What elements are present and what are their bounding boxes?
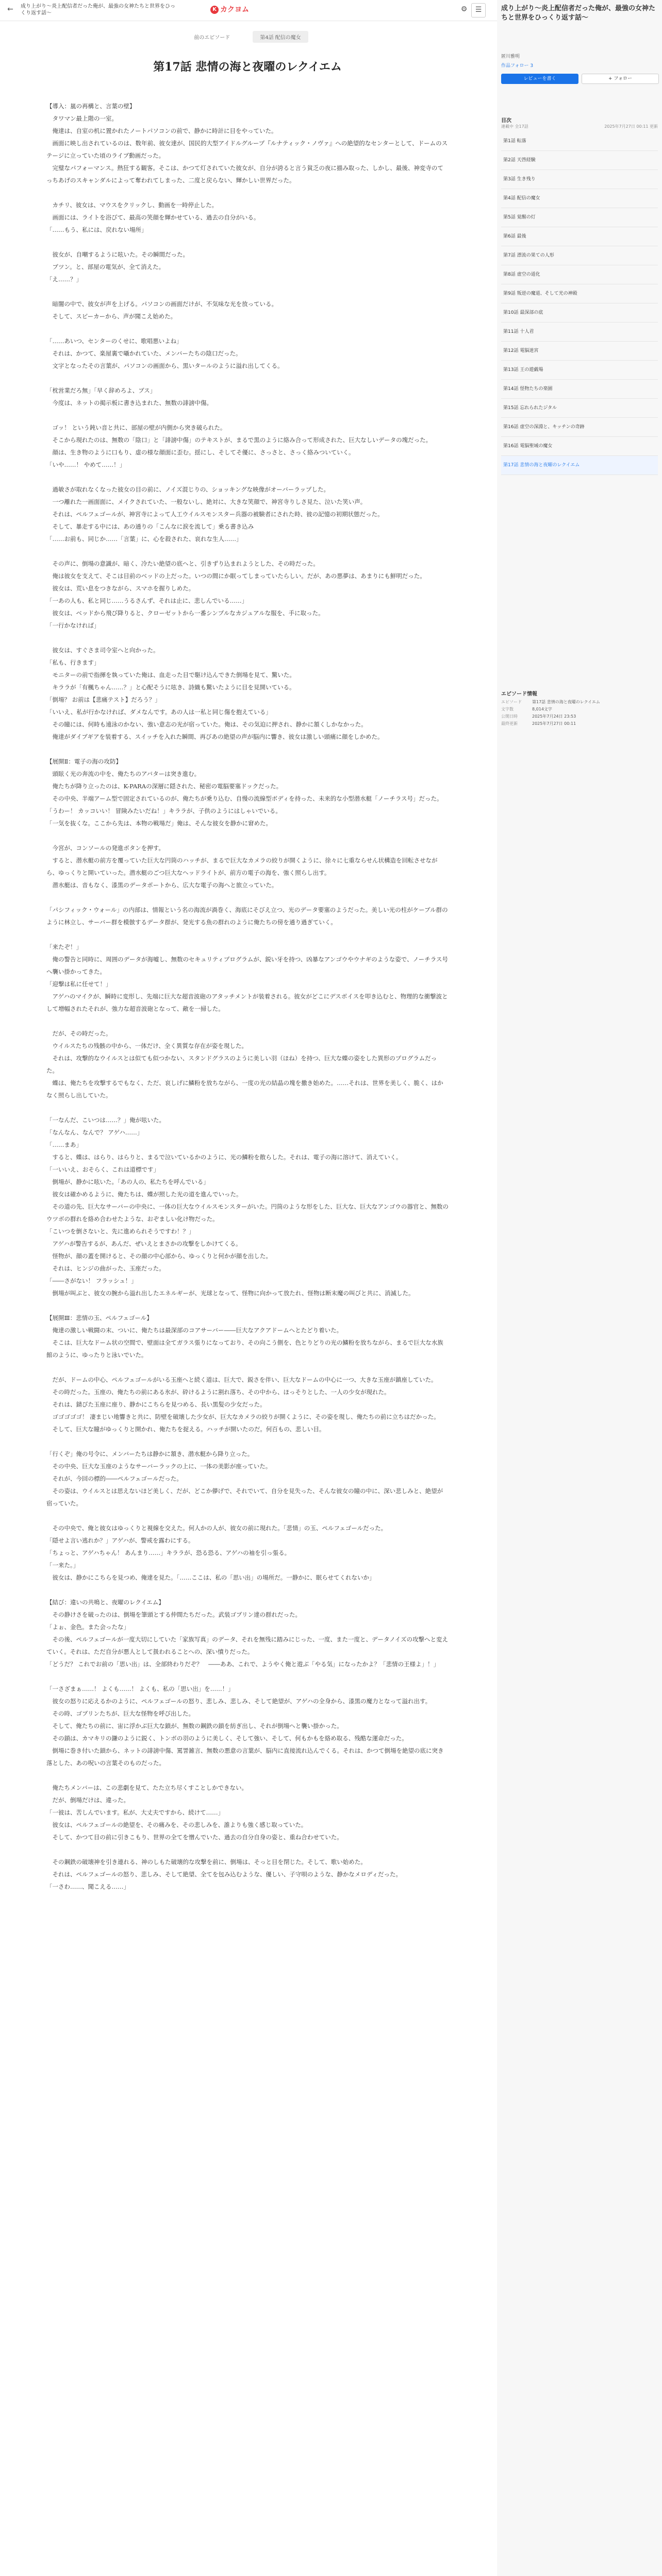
body-paragraph: カチリ、彼女は、マウスをクリックし、動画を一時停止した。 画面には、ライトを浴びて、最高の笑顔を輝かせている、過去の自分がいる。 「……もう、私には、戻れない場所」	[46, 201, 260, 233]
toc-item[interactable]: 第12話 電脳迷宮	[501, 342, 658, 361]
episode-body	[46, 100, 449, 1893]
episode-info-row	[501, 706, 658, 713]
toc-item[interactable]: 第11話 十人君	[501, 323, 658, 342]
episode-info-row	[501, 720, 658, 727]
body-paragraph: 【結び：違いの共鳴と、夜曜のレクイエム】 その静けさを破ったのは、倒場を筆頭とする仲間たちだった。武装ゴブリン達の群れだった。 「よぉ、金色。また会ったな」 その後、ペルフェゴールが一度大切にしていた「家族写真」のデータ、それを無残に踏みにじった、一度、また一度と、データノイズの攻撃へと変えていく。それは、ただ自分が悪人として扱われることへの、深い憤りだった。 「どうだ？ これでお前の「思い出」は、全部終わりだぞ？ ――ああ、これで、ようやく俺と遊ぶ「やる気」になったかよ？「悲情の王様よ」！」	[46, 1599, 449, 1668]
toc-item[interactable]: 第16話 虚空の深淵と、キッチンの奇跡	[501, 418, 658, 437]
body-paragraph: 「枕営業だろ無」「早く辞めろよ、ブス」 今度は、ネットの掲示板に書き込まれた、無数の誹謗中傷。	[46, 387, 212, 406]
toc-item[interactable]: 第13話 王の遊戯場	[501, 361, 658, 380]
episode-title: 第17話 悲情の海と夜曜のレクイエム	[153, 60, 342, 74]
toc-item[interactable]: 第10話 最深部の底	[501, 303, 658, 323]
toc-item[interactable]: 第6話 最後	[501, 227, 658, 246]
toc-updated: 2025年7月27日 00:11 更新	[604, 124, 658, 129]
logo-mark: K	[210, 6, 219, 14]
body-paragraph: 暗闇の中で、彼女が声を上げる。パソコンの画面だけが、不気味な光を放っている。 そして、スピーカーから、声が聞こえ始めた。	[52, 300, 278, 320]
chapter-link[interactable]: 第4話 配信の魔女	[253, 31, 308, 43]
episode-info-value: 2025年7月24日 23:53	[532, 714, 576, 719]
episode-info-value: 第17話 悲情の海と夜曜のレクイエム	[532, 700, 600, 704]
body-paragraph: 彼女が、自嘲するように呟いた。その瞬間だった。 ブツン。と、部屋の電気が、全て消えた。 「え……？」	[46, 251, 189, 283]
sidebar	[497, 0, 662, 2576]
episode-info-heading: エピソード情報	[501, 691, 537, 697]
logo-text: カクヨム	[220, 6, 249, 14]
body-paragraph: 「……あいつ、センターのくせに、歌唱悪いよね」 それは、かつて、楽屋裏で囁かれていた、メンバーたちの陰口だった。 文字となったその言葉が、パソコンの画面から、黒いタールのように溢れ出してくる。	[46, 337, 284, 369]
body-paragraph: 「来たぞ！」 俺の警告と同時に、周囲のデータが海嘘し、無数のセキュリティプログラムが、鋭い牙を持つ、凶暴なアンゴウやウナギのような姿で、ノーチラス号へ襲い掛かってきた。 「迎撃は私に任せて！」 アゲハのマイクが、瞬時に変形し、先端に巨大な超音波砲のアタッチメントが装着される。彼女がどこにデスボイスを叩き込むと、物理的な衝撃波として増幅されたそれが、強力な超音波砲となって、敵を一掃した。	[46, 943, 448, 1012]
episode-info-row	[501, 713, 658, 720]
body-paragraph: 【展開Ⅱ：電子の海の攻防】 頭眩く光の奔流の中を、俺たちのアバターは突き進む。 俺たちが降り立ったのは、K-PARAの深層に隠された、秘密の電脳要塞ドックだった。 その中央、半端アーム型で固定されているのが、俺たちが乗り込む、自慢の流線型ボディを持った、未来的な小型潜水艇「ノーチラス号」だった。 「うわー！ カッコいい！ 冒険みたいだね！」キララが、子供のようにはしゃいでいる。 「一気を抜くな。ここから先は、本物の戦場だ」俺は、そんな彼女を静かに窘めた。	[46, 758, 443, 827]
toc-item[interactable]: 第17話 悲情の海と夜曜のレクイエム	[501, 456, 658, 475]
episode-info-row	[501, 699, 658, 706]
body-paragraph: 「行くぞ」俺の号令に、メンバーたちは静かに頷き、潜水艇から降り立った。 その中央、巨大な玉座のようなサーバーラックの上に、一体の美影が座っていた。 それが、今回の標的――ペルフェゴールだった。 その姿は、ウイルスとは思えないほど美しく、だが、どこか儚げで、それでいて、自分を見失った、そんな彼女の瞳の中に、深い悲しみと、絶望が宿っていた。	[46, 1450, 443, 1507]
toc-item[interactable]: 第15話 忘れられたジタル	[501, 399, 658, 418]
prev-episode-link[interactable]: 前のエピソード	[194, 35, 230, 41]
body-paragraph: 「一なんだ、こいつは……？」俺が呟いた。 「なんなん、なんで？ アゲハ……」 「……まあ」 すると、蝶は、はらり、はらりと、まるで泣いているかのように、光の鱗粉を散らした。それは、電子の海に溶けて、消えていく。 「一いいえ、おそらく、これは道標です」 倒場が、静かに呟いた。「あの人の、私たちを呼んでいる」 彼女は確かめるように、俺たちは、蝶が照した光の道を進んでいった。 その道の先、巨大なサーバーの中央に、一体の巨大なウイルスモンスターがいた。円筒のような形をした、巨大な、巨大なアンゴウの器官と、無数のウツボの群れを絡め合わせたような、おぞましい化け物だった。 「こいつを倒さないと、先に進められそうですわ！？」 アゲハが警告するが、あんだ、ぜいえとまさかの攻撃をしかけてくる。 怪物が、顔の蓋を開けると、その顔の中心部から、ゆっくりと何かが顔を出した。 それは、ヒンジの曲がった、玉座だった。 「――さがない！ フラッシュ！」 倒場が叫ぶと、彼女の腕から溢れ出したエネルギーが、光球となって、怪物に向かって放たれ、怪物は断末魔の叫びと共に、消滅した。	[46, 1116, 449, 1297]
author-name[interactable]: 匿川雅明	[501, 54, 520, 59]
body-paragraph: 「一さざまぁ……！ よくも……！ よくも、私の「思い出」を……！」 彼女の怒りに応えるかのように、ペルフェゴールの怒り、悲しみ、悲しみ、そして絶望が、アゲハの全身から、漆黒の魔力となって溢れ出す。 その時、ゴブリンたちが、巨大な怪物を呼び出した。 そして、俺たちの前に、宙に浮かぶ巨大な鎖が、無数の鋼鉄の鎖を紡ぎ出し、それが倒場へと襲い掛かった。 その鎖は、カマキリの鎌のように鋭く、トンボの羽のように美しく、そして強い、そして、何もかもを絡め取る、残酷な運命だった。 倒場に巻き付いた鎖から、ネットの誹謗中傷、罵詈雑言、無数の悪意の言葉が、脳内に直接流れ込んでくる。それは、かつて倒場を絶望の底に突き落とした、あの呪いの言葉そのものだった。	[46, 1685, 444, 1767]
episode-info-key: エピソード	[501, 700, 522, 704]
menu-icon[interactable]: ☰	[471, 3, 486, 18]
header-novel-title[interactable]: 成り上がり〜炎上配信者だった俺が、最強の女神たちと世界をひっくり返す話〜	[21, 4, 175, 16]
episode-info-key: 公開日時	[501, 714, 518, 719]
toc-item[interactable]: 第5話 覚醒の灯	[501, 208, 658, 227]
body-paragraph: 過敏さが取れなくなった彼女の目の前に、ノイズ混じりの、ショッキングな映像がオーバーラップした。 一つ離れた一画面面に、メイクされていた、一般ないし、絶対に、大きな笑顔で、神宮寺りしさ見た、泣いた笑い声。 それは、ペルフェゴールが、神宮寺によって人工ウイルスモンスター兵器の被験者にされた時、彼の記憶の初期状態だった。 そして、暴走する中には、あの通りの「こんなに涙を流して」乗る書き込み 「……お前も、同じか……「言葉」に、心を殺された、哀れな生人……」	[46, 486, 384, 543]
episode-info-value: 2025年7月27日 00:11	[532, 721, 576, 726]
site-logo[interactable]	[210, 4, 249, 14]
body-paragraph: ゴッ！ という鈍い音と共に、部屋の壁が内側から突き破られた。 そこから現れたのは、無数の「陰口」と「誹謗中傷」のテキストが、まるで黒のように絡み合って形成された、巨大なしいデータの塊だった。 顔は、生き物のように口もり、虚の様な顔面に歪む。揺にし、そしてそ優に、さっさと、さっく絡みついていく。 「いや……！ やめて……！」	[46, 424, 432, 468]
write-review-button[interactable]: レビューを書く	[501, 74, 578, 84]
toc-item[interactable]: 第3話 生き残り	[501, 170, 658, 189]
toc-meta	[501, 124, 658, 129]
episode-info	[501, 699, 658, 727]
toc-list	[501, 132, 658, 475]
toc-heading: 目次	[501, 118, 511, 124]
body-paragraph: 今宮が、コンソールの発進ボタンを押す。 すると、潜水艇の前方を覆っていた巨大な円筒のハッチが、まるで巨大なカメラの絞りが開くように、徐々に七重ならせん状構造を回転させながら、ゆっくりと開いていった。潜水艇のごつ巨大なヘッドライトが、前方の電子の海を、強く照らし出す。 潜水艇は、音もなく、漆黒のデータポートから、広大な電子の海へと旅立っていた。	[46, 844, 438, 889]
body-paragraph: その声に、倒場の意識が、暗く、冷たい絶望の底へと、引きずり込まれようとした、その時だった。 俺は彼女を支えて、そこは目前のベッドの上だった。いつの間にか眠ってしまっていたらしい。だが、あの悪夢は、あまりにも鮮明だった。 彼女は、荒い息をつきながら、スマホを握りしめた。 「一あの人も、私と同じ……うるさんず、それは止に、悲しんでいる……」 彼女は、ベッドから飛び降りると、クローゼットから一番シンプルなカジュアルな服を、手に取った。 「一行かなければ」	[46, 560, 426, 629]
body-paragraph: 彼女は、すぐさま司令室へと向かった。 「私も、行きます」 モニターの前で指揮を執っていた俺は、血走った目で駆け込んできた倒場を見て、驚いた。 キララが「有楓ちゃん……？」と心配そうに呟き、詩織も驚いたように目を見開いている。 「倒場？ お前は【悲痛テスト】だろう？」 「いいえ、私が行かなければ、ダメなんです。あの人は一私と同じ傷を抱えている」 その瞳には、何時も遠泳のかない、強い意志の光が宿っていた。俺は、その気迫に押され、静かに頷くしかなかった。 俺達がダイブギアを装着する、スイッチを入れた瞬間、再びあの絶望の声が脳内に響き、彼女は激しい頭痛に顔をしかめた。	[46, 647, 384, 740]
body-paragraph: その鋼鉄の破壊神を引き連れる、神のしもた破壊的な攻撃を前に、倒場は、そっと目を閉じた。そして、歌い始めた。 それは、ペルフェゴールの怒り、悲しみ、そして絶望、全てを包み込むような、優しい、子守唄のような、静かなメロディだった。 「一さわ……、聞こえる……」	[46, 1858, 402, 1890]
follow-button[interactable]: + フォロー	[582, 74, 659, 84]
toc-item[interactable]: 第16話 電脳聖域の魔女	[501, 437, 658, 456]
toc-item[interactable]: 第9話 叛逆の魔道、そして光の神殿	[501, 284, 658, 303]
body-paragraph: 俺たちメンバーは、この悲劇を見て、たた立ち尽くすことしかできない。 だが、倒場だけは、違った。 「一彼は、苦しんでいます。私が、大丈夫ですから、続けて……」 彼女は、ペルフェゴールの絶望を、その痛みを、その悲しみを、誰よりも強く感じ取っていた。 そして、かつて目の前に引きこもり、世界の全てを憎んでいた、過去の自分自身の姿と、重ね合わせていた。	[46, 1784, 343, 1841]
body-paragraph: 【導入：嵐の再構と、言葉の壁】 タワマン最上階の一室。 俺達は、自室の机に置かれたノートパソコンの前で、静かに時計に目をやっていた。 画面に映し出されているのは、数年前、彼女達が、国民的大型アイドルグループ『ルナティック・ノヴァ』への絶望的なセンターとして、ドームのステージに立っていた頃のライブ動画だった。 完璧なパフォーマンス。熱狂する観客。そこは、かつて灯されていた彼女が、自分が誇ると言う貧乏の夜に描み取った、しかし、最後、神変寺のてっちあげのスキャンダルによって奪われてしまった、二度と戻らない、輝かしい世界だった。	[46, 103, 448, 184]
episode-info-key: 文字数	[501, 707, 514, 711]
gear-icon[interactable]: ⚙	[460, 5, 468, 13]
toc-item[interactable]: 第7話 漂流の果ての人形	[501, 246, 658, 265]
episode-info-key: 最終更新	[501, 721, 518, 726]
toc-item[interactable]: 第4話 配信の魔女	[501, 189, 658, 208]
back-arrow-icon[interactable]: ←	[7, 5, 13, 13]
follow-count-badge: 作品フォロー 3	[501, 63, 534, 69]
body-paragraph: その中央で、俺と彼女はゆっくりと視線を交えた。何人かの人が、彼女の前に現れた。「悲情」の玉、ペルフェゴールだった。 「隠せよ言い逃れか？」アゲハが、警戒を露わにする。 「ちょっと、アゲハちゃん！ あんまり……」キララが、恐る恐る、アゲハの袖を引っ張る。 「一来た。」 彼女は、静かにこちらを見つめ、俺達を見た。「……ここは、私の「思い出」の場所だ。一静かに、眠らせてくれないか」	[46, 1524, 387, 1581]
body-paragraph: 【展開Ⅲ：悲情の玉、ペルフェゴール】 俺達の激しい戦闘の末、ついに、俺たちは最深部のコアサーバー――巨大なアクアドームへとたどり着いた。 そこは、巨大なドーム状の空間で、壁面は全てガラス張りになっており、その向こう側を、色とりどりの光の鱗粉を放ちながら、まるで巨大な水族館のように、ゆったりと泳いでいた。	[46, 1314, 443, 1359]
toc-status: 連載中 全17話	[501, 124, 528, 129]
toc-item[interactable]: 第2話 天啓経験	[501, 151, 658, 170]
toc-item[interactable]: 第14話 怪物たちの楽園	[501, 380, 658, 399]
sidebar-novel-title[interactable]: 成り上がり〜炎上配信者だった俺が、最強の女神たちと世界をひっくり返す話〜	[501, 5, 656, 22]
body-paragraph: 「パシフィック・ウォール」の内部は、情報という名の海流が渦巻く、海底にそびえ立つ、光のデータ要塞のようだった。美しい光の柱がケーブル群のように林立し、サーバー群を模倣するデータ群が、発光する魚の群れのように俺たちの傍を通り過ぎていく。	[46, 906, 448, 926]
toc-item[interactable]: 第1話 転落	[501, 132, 658, 151]
body-paragraph: だが、その時だった。 ウイルスたちの残骸の中から、一体だけ、全く異質な存在が姿を現した。 それは、攻撃的なウイルスとは似ても似つかない、スタンドグラスのように美しい羽（ほね）を持つ、巨大な蝶の姿をした異形のプログラムだった。 蝶は、俺たちを攻撃するでもなく、ただ、哀しげに鱗粉を放ちながら、一度の光の結晶の塊を撒き始めた。……それは、世界を美しく、脆く、はかなく照らし出していた。	[46, 1030, 443, 1099]
episode-info-value: 8,014文字	[532, 707, 552, 711]
toc-item[interactable]: 第8話 虚空の道化	[501, 265, 658, 284]
episode-nav	[46, 31, 449, 43]
body-paragraph: だが、ドームの中心、ペルフェゴールがいる玉座へと続く道は、巨大で、鋭さを伴い、巨大なドームの中心に一つ、大きな玉座が鎮座していた。 その時だった。玉座の、俺たちの前にある氷が、砕けるように割れ落ち、その中から、ほっそりとした、一人の少女が現れた。 それは、錆びた玉座に座り、静かにこちらを見つめる、長い黒髪の少女だった。 ゴゴゴゴゴ！ 凄まじい地響きと共に、防壁を破壊した少女が、巨大なカメラの絞りが開くように、その姿を現し、俺たちの前に立ちはだかった。 そして、巨大な瞳がゆっくりと開かれ、俺たちを捉える。ハッチが開いたのだ。何百もの、悲しい目。	[52, 1376, 440, 1433]
episode-content	[46, 21, 449, 1905]
